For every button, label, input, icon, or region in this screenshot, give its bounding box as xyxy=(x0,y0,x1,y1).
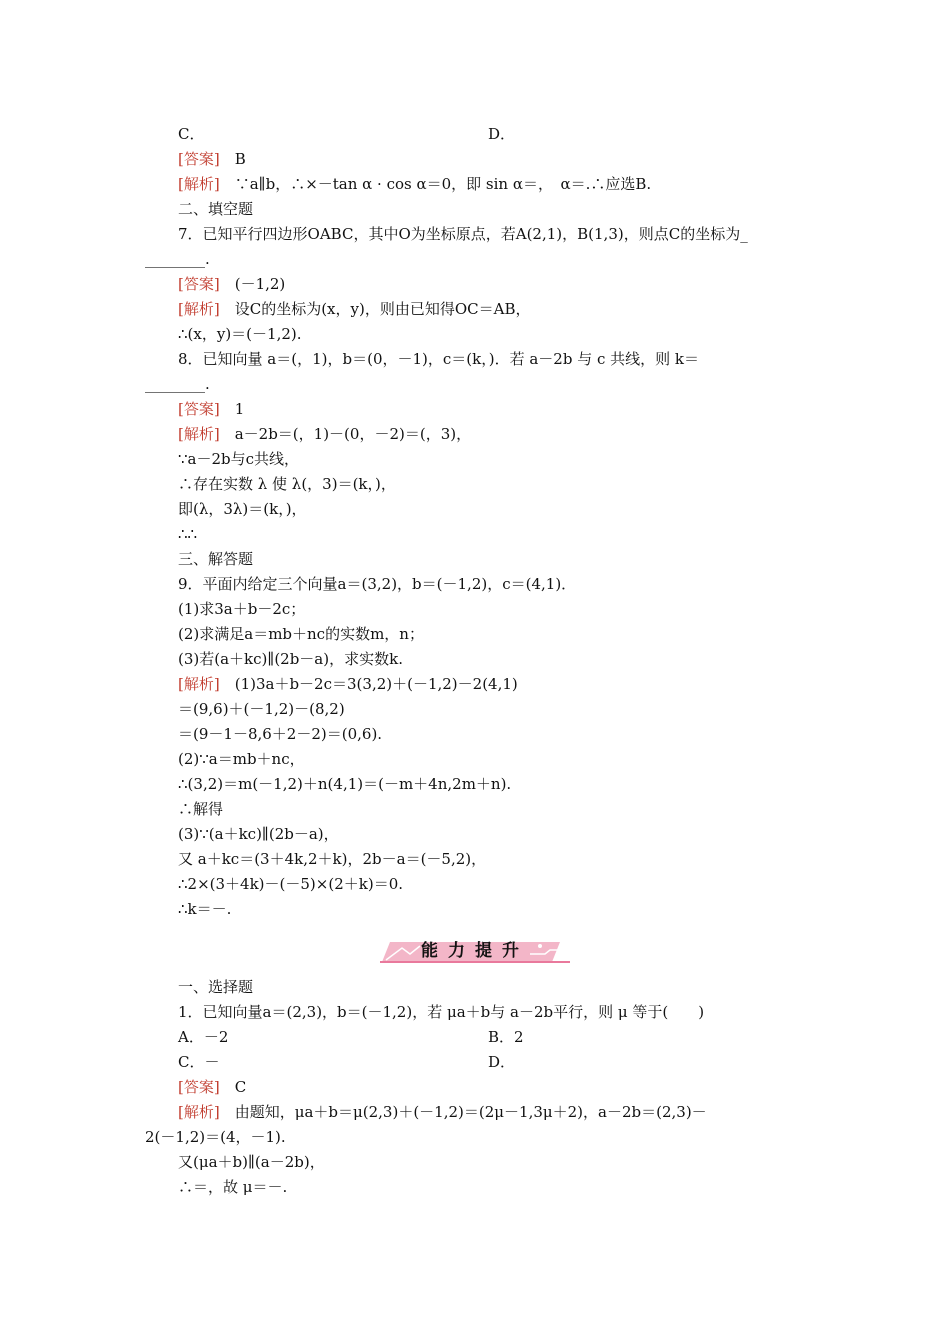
answer-line: [答案] 1 xyxy=(178,400,245,418)
choice-d: D． xyxy=(488,1053,516,1071)
section-heading: 二、填空题 xyxy=(178,200,254,218)
answer-line: [答案] C xyxy=(178,1078,247,1096)
question-line: 7．已知平行四边形OABC，其中O为坐标原点，若A(2,1)，B(1,3)，则点C的坐标为_ xyxy=(178,225,748,243)
question-line: 1．已知向量a＝(2,3)，b＝(－1,2)，若 μa＋b与 a－2b平行，则 μ 等于( ) xyxy=(178,1003,705,1021)
blank-line: ________. xyxy=(145,375,210,393)
solution-line: ∴∴ xyxy=(178,525,198,543)
section-banner xyxy=(380,934,570,966)
analysis-line: [解析] a－2b＝(，1)－(0，－2)＝(，3)， xyxy=(178,425,472,443)
analysis-line: [解析] 设C的坐标为(x，y)，则由已知得OC＝AB， xyxy=(178,300,531,318)
solution-line: ＝(9,6)＋(－1,2)－(8,2) xyxy=(178,700,345,718)
solution-line: (3)∵(a＋kc)∥(2b－a)， xyxy=(178,825,339,843)
solution-line: ∵a－2b与c共线， xyxy=(178,450,300,468)
answer-line: [答案] B xyxy=(178,150,246,168)
solution-line: 2(－1,2)＝(4，－1). xyxy=(145,1128,286,1146)
blank-line: ________. xyxy=(145,250,210,268)
section-heading: 三、解答题 xyxy=(178,550,254,568)
question-line: 8．已知向量 a＝(，1)，b＝(0，－1)，c＝(k，)．若 a－2b 与 c 共线，则 k＝ xyxy=(178,350,700,368)
analysis-line: [解析] ∵a∥b，∴×－tan α · cos α＝0，即 sin α＝， α＝.∴应选B. xyxy=(178,175,652,193)
choice-line: A．－2 xyxy=(178,1028,229,1046)
solution-line: ∴(3,2)＝m(－1,2)＋n(4,1)＝(－m＋4n,2m＋n). xyxy=(178,775,512,793)
solution-line: ∴＝，故 μ＝－. xyxy=(178,1178,288,1196)
section-heading: 一、选择题 xyxy=(178,978,254,996)
choice-line: C．－ xyxy=(178,1053,220,1071)
choice-b: B．2 xyxy=(488,1028,524,1046)
solution-line: 又(μa＋b)∥(a－2b)， xyxy=(178,1153,325,1171)
line: C． xyxy=(178,125,205,143)
analysis-line: [解析] 由题知，μa＋b＝μ(2,3)＋(－1,2)＝(2μ－1,3μ＋2)，a－2b＝(2,3)－ xyxy=(178,1103,707,1121)
question-line: (3)若(a＋kc)∥(2b－a)，求实数k. xyxy=(178,650,403,668)
solution-line: ∴解得 xyxy=(178,800,224,818)
solution-line: ＝(9－1－8,6＋2－2)＝(0,6). xyxy=(178,725,383,743)
choice-d: D． xyxy=(488,125,516,143)
solution-line: 又 a＋kc＝(3＋4k,2＋k)，2b－a＝(－5,2)， xyxy=(178,850,487,868)
answer-line: [答案] (－1,2) xyxy=(178,275,286,293)
solution-line: ∴2×(3＋4k)－(－5)×(2＋k)＝0. xyxy=(178,875,404,893)
question-line: (1)求3a＋b－2c； xyxy=(178,600,306,618)
banner-title: 能力提升 xyxy=(421,941,529,961)
solution-line: (2)∵a＝mb＋nc， xyxy=(178,750,305,768)
solution-line: ∴(x，y)＝(－1,2). xyxy=(178,325,302,343)
question-line: 9．平面内给定三个向量a＝(3,2)，b＝(－1,2)，c＝(4,1)． xyxy=(178,575,577,593)
solution-line: ∴存在实数 λ 使 λ(，3)＝(k，)， xyxy=(178,475,396,493)
question-line: (2)求满足a＝mb＋nc的实数m，n； xyxy=(178,625,424,643)
solution-line: ∴k＝－. xyxy=(178,900,232,918)
analysis-line: [解析] (1)3a＋b－2c＝3(3,2)＋(－1,2)－2(4,1) xyxy=(178,675,518,693)
solution-line: 即(λ，3λ)＝(k，)， xyxy=(178,500,307,518)
